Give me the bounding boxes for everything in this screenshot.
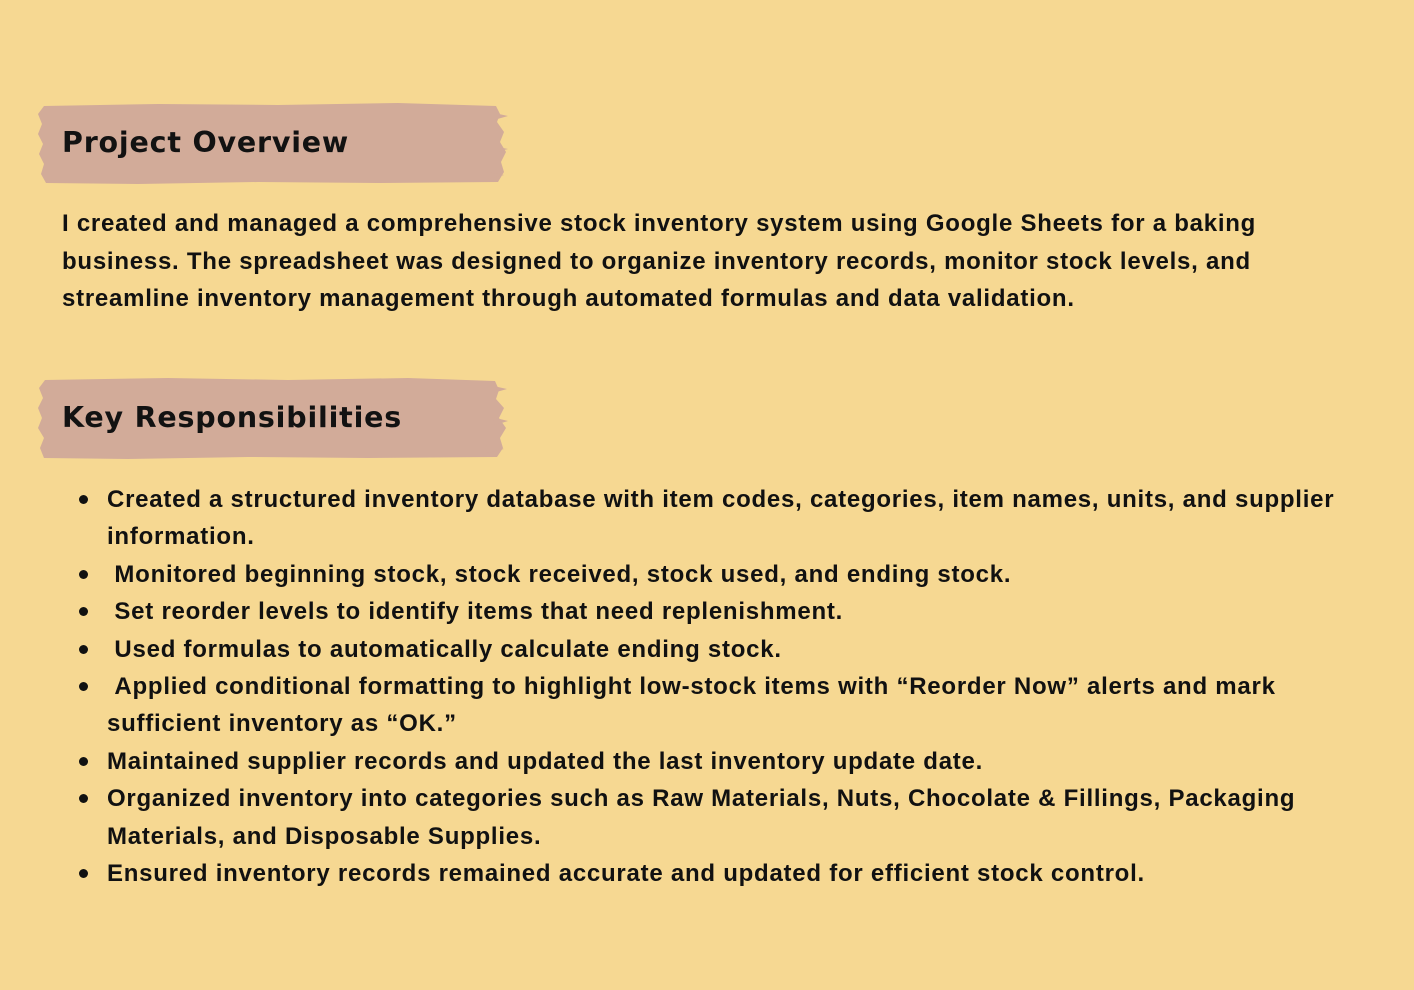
list-item: [76, 481, 1376, 556]
list-item-text: Set reorder levels to identify items that need replenishment.: [107, 598, 844, 626]
project-overview-header: [38, 102, 508, 184]
bullet-icon: [79, 794, 88, 803]
list-item-text: Applied conditional formatting to highlight low-stock items with “Reorder Now” alerts and mark sufficient inventory as “OK.”: [107, 673, 1284, 738]
section-heading: Key Responsibilities: [62, 401, 403, 434]
section-heading: Project Overview: [62, 126, 350, 159]
overview-paragraph: I created and managed a comprehensive stock inventory system using Google Sheets for a baking business. The spreadsheet was designed to organize inventory records, monitor stock levels, and streamline inventory management through automated formulas and data validation.: [62, 210, 1257, 312]
bullet-icon: [79, 570, 88, 579]
list-item-text: Used formulas to automatically calculate ending stock.: [107, 635, 782, 663]
list-item: [76, 743, 1376, 780]
list-item: [76, 556, 1376, 593]
list-item-text: Monitored beginning stock, stock received, stock used, and ending stock.: [107, 560, 1012, 588]
bullet-icon: [79, 607, 88, 616]
list-item-text: Organized inventory into categories such as Raw Materials, Nuts, Chocolate & Fillings, Packaging Materials, and Disposable Supplies.: [107, 785, 1303, 850]
list-item: [76, 593, 1376, 630]
bullet-icon: [79, 682, 88, 691]
bullet-icon: [79, 645, 88, 654]
list-item-text: Ensured inventory records remained accurate and updated for efficient stock control.: [107, 860, 1145, 888]
list-item: [76, 855, 1376, 892]
list-item: [76, 780, 1376, 855]
list-item: [76, 631, 1376, 668]
list-item-text: Maintained supplier records and updated the last inventory update date.: [107, 747, 984, 775]
responsibilities-list: [76, 481, 1376, 892]
list-item-text: Created a structured inventory database with item codes, categories, item names, units, and supplier information.: [107, 486, 1342, 551]
bullet-icon: [79, 495, 88, 504]
bullet-icon: [79, 757, 88, 766]
list-item: [76, 668, 1376, 743]
bullet-icon: [79, 869, 88, 878]
key-responsibilities-header: [38, 377, 508, 459]
